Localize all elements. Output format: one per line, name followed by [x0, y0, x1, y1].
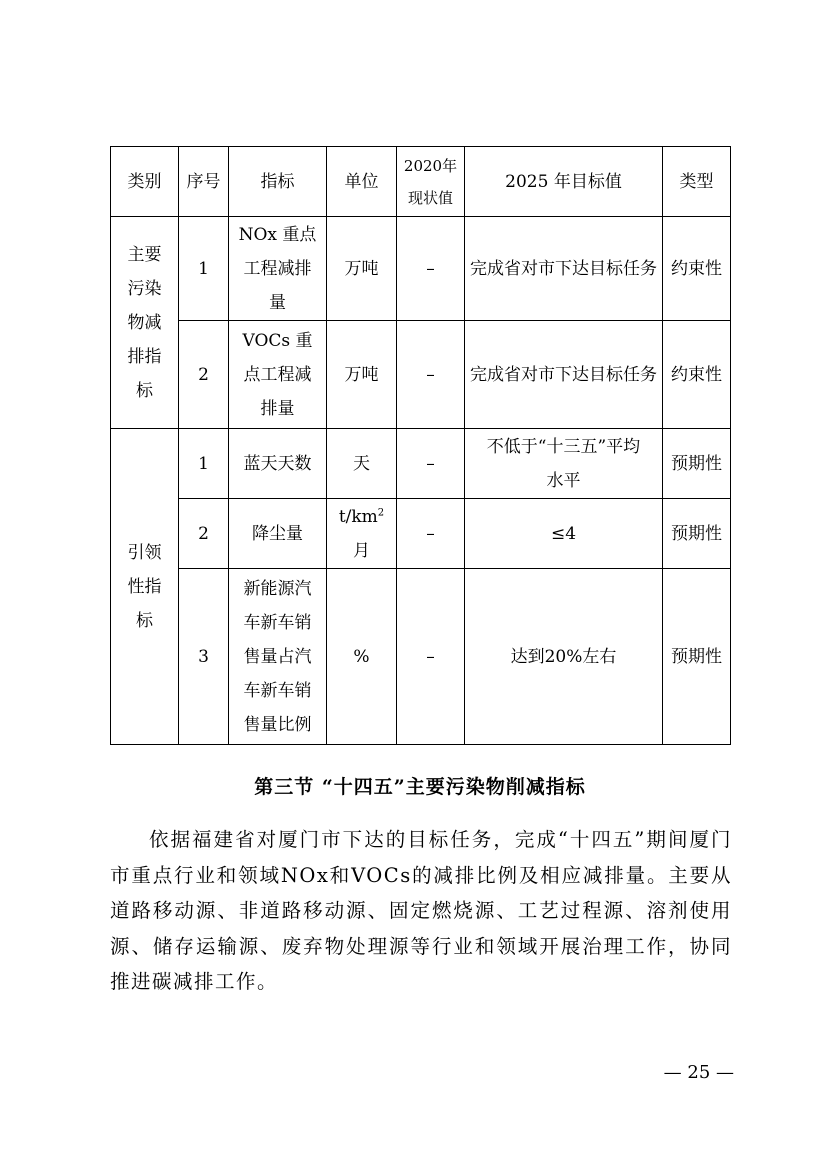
header-indicator: 指标 [229, 147, 327, 217]
status-cell: – [397, 321, 465, 429]
indicator-table [110, 146, 731, 745]
header-type: 类型 [663, 147, 731, 217]
type-cell: 约束性 [663, 321, 731, 429]
header-unit: 单位 [327, 147, 397, 217]
header-target-2025: 2025 年目标值 [465, 147, 663, 217]
indicator-cell: VOCs 重点工程减排量 [229, 321, 327, 429]
status-cell: – [397, 499, 465, 569]
header-status-2020-line1: 2020年 [403, 156, 458, 175]
unit-cell: 万吨 [327, 217, 397, 321]
type-cell: 预期性 [663, 569, 731, 745]
target-cell: 完成省对市下达目标任务 [465, 217, 663, 321]
seq-cell: 2 [179, 321, 229, 429]
category-cell: 主要污染物减排指标 [111, 217, 179, 429]
table-row [111, 569, 731, 745]
type-cell: 约束性 [663, 217, 731, 321]
status-cell: – [397, 217, 465, 321]
seq-cell: 3 [179, 569, 229, 745]
target-cell: ≤4 [465, 499, 663, 569]
table-row [111, 217, 731, 321]
header-row [111, 147, 731, 217]
target-cell: 达到20%左右 [465, 569, 663, 745]
type-cell: 预期性 [663, 429, 731, 499]
section-title: 第三节 “十四五”主要污染物削减指标 [254, 776, 586, 798]
header-category: 类别 [111, 147, 179, 217]
unit-cell [327, 499, 397, 569]
seq-cell: 1 [179, 429, 229, 499]
indicator-cell: 降尘量 [229, 499, 327, 569]
unit-main: t/km [338, 506, 378, 527]
seq-cell: 1 [179, 217, 229, 321]
unit-cell: 万吨 [327, 321, 397, 429]
type-cell: 预期性 [663, 499, 731, 569]
indicator-cell: NOx 重点工程减排量 [229, 217, 327, 321]
indicator-cell: 蓝天天数 [229, 429, 327, 499]
header-status-2020-line2: 现状值 [407, 188, 453, 207]
indicator-cell: 新能源汽车新车销售量占汽车新车销售量比例 [229, 569, 327, 745]
target-cell: 完成省对市下达目标任务 [465, 321, 663, 429]
status-cell: – [397, 569, 465, 745]
header-status-2020 [397, 147, 465, 217]
seq-cell: 2 [179, 499, 229, 569]
table-row [111, 429, 731, 499]
table-row [111, 499, 731, 569]
body-paragraph: 依据福建省对厦门市下达的目标任务，完成“十四五”期间厦门市重点行业和领域NOx和VOCs的减排比例及相应减排量。主要从道路移动源、非道路移动源、固定燃烧源、工艺过程源、溶剂使用源、储存运输源、废弃物处理源等行业和领域开展治理工作，协同推进碳减排工作。 [110, 828, 732, 993]
unit-line2: 月 [353, 540, 370, 561]
unit-cell: 天 [327, 429, 397, 499]
unit-superscript: 2 [377, 506, 385, 518]
target-cell: 不低于“十三五”平均水平 [465, 429, 663, 499]
unit-cell: % [327, 569, 397, 745]
category-cell: 引领性指标 [111, 429, 179, 745]
table-row [111, 321, 731, 429]
header-seq: 序号 [179, 147, 229, 217]
page-number: — 25 — [663, 1062, 734, 1083]
status-cell: – [397, 429, 465, 499]
